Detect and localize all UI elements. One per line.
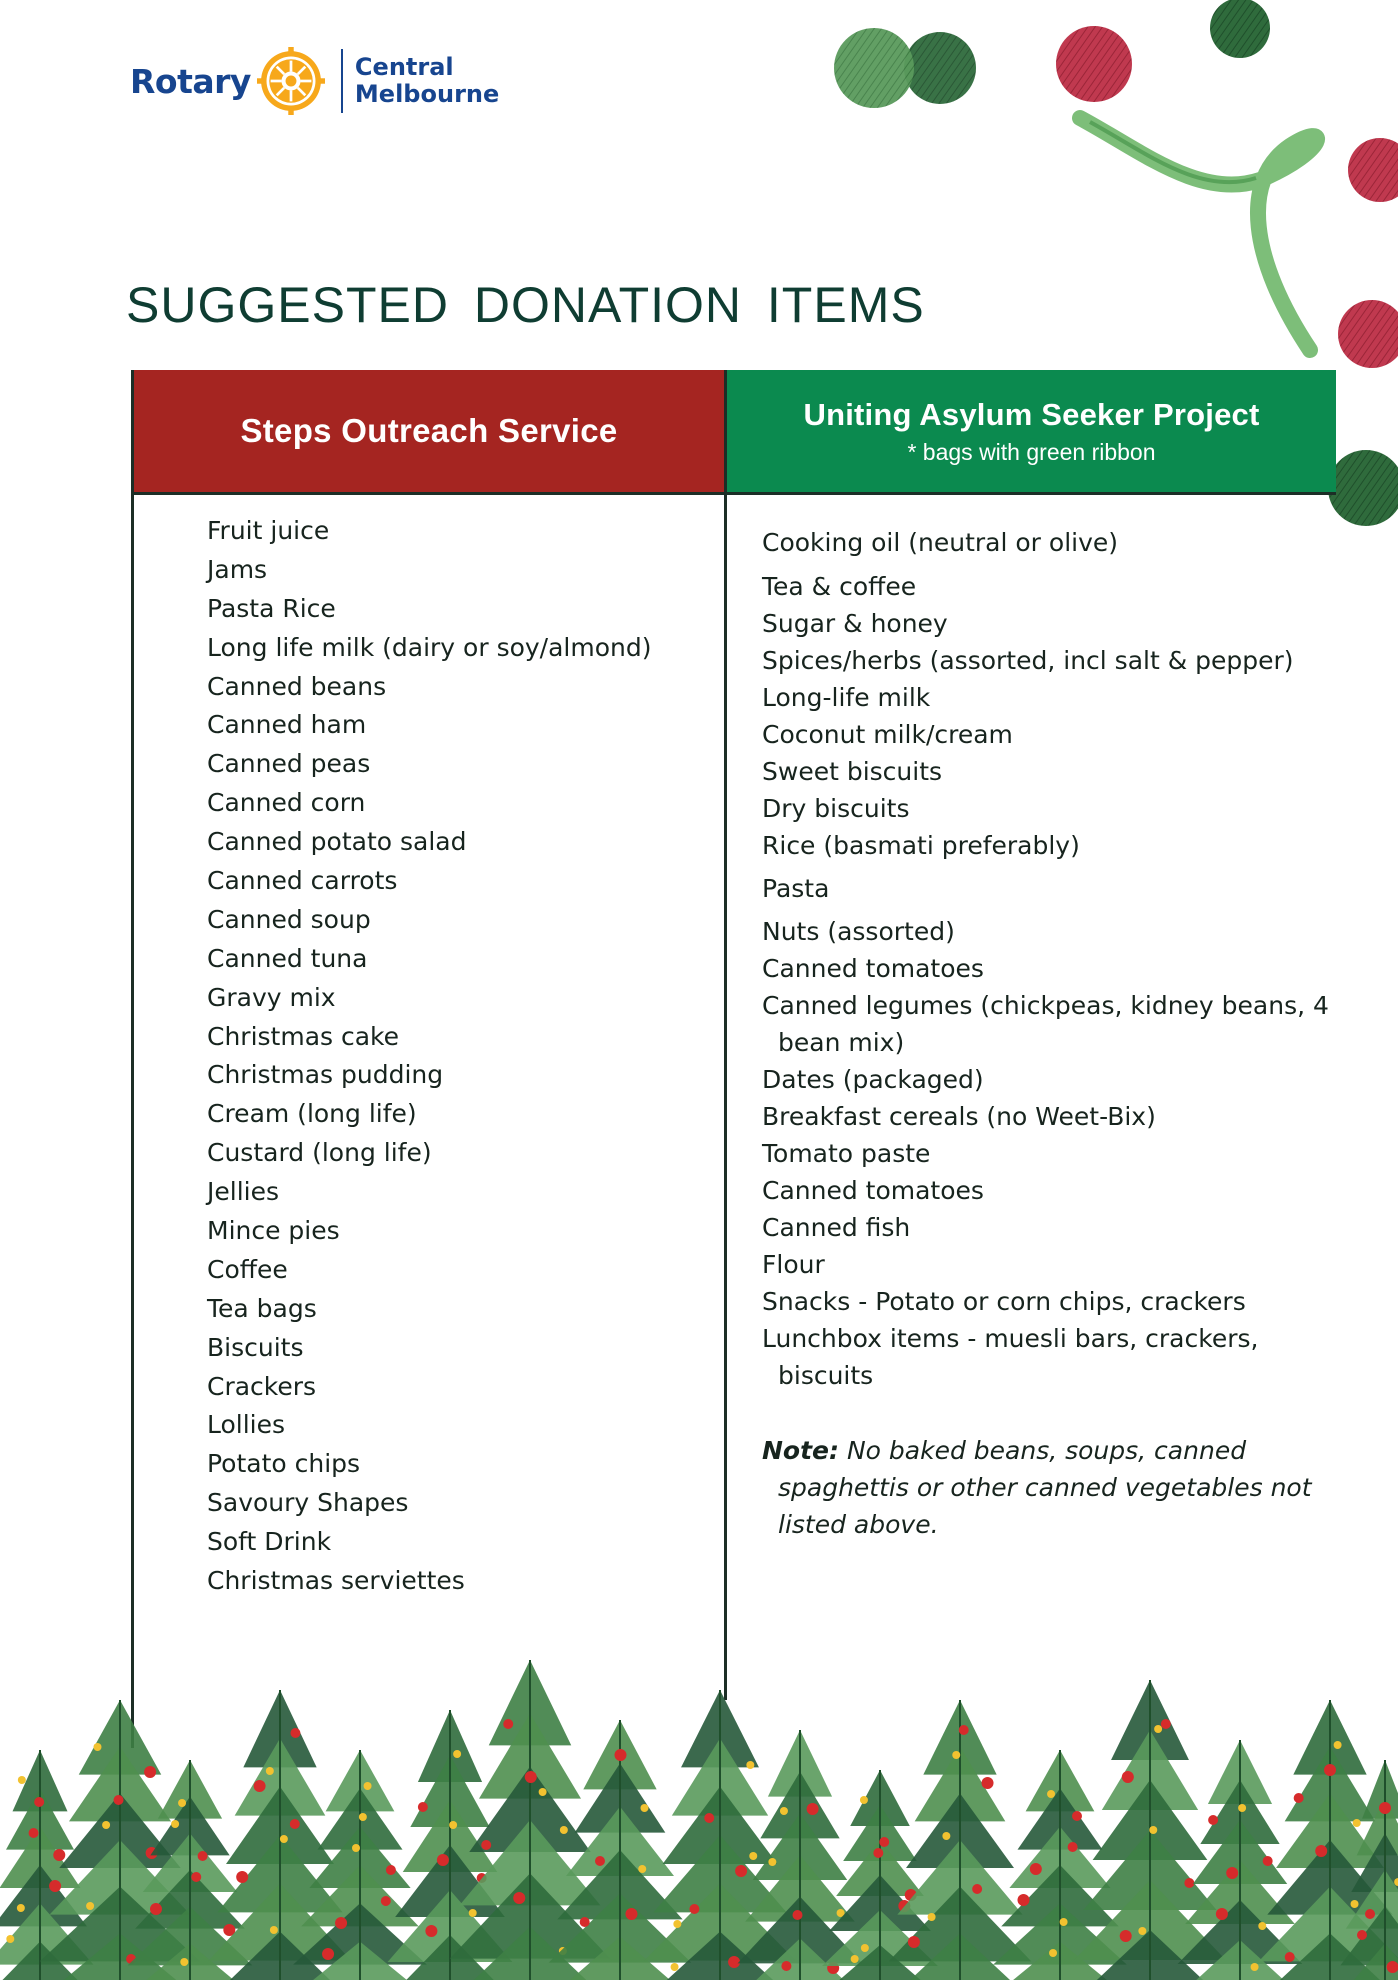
logo-line-melbourne: Melbourne bbox=[354, 80, 500, 108]
uasp-heading: Uniting Asylum Seeker Project bbox=[803, 396, 1260, 432]
list-item: Potato chips bbox=[207, 1449, 361, 1479]
rotary-logo bbox=[130, 46, 499, 116]
logo-club-name bbox=[355, 54, 499, 108]
table-column-divider bbox=[724, 370, 727, 1700]
note-text: No baked beans, soups, canned spaghettis or other canned vegetables not listed above. bbox=[778, 1436, 1312, 1539]
list-item: Breakfast cereals (no Weet-Bix) bbox=[762, 1102, 1156, 1131]
list-item: Pasta Rice bbox=[207, 593, 336, 623]
logo-wordmark: Rotary bbox=[130, 61, 251, 101]
note-label: Note: bbox=[762, 1436, 840, 1465]
list-item: Canned legumes (chickpeas, kidney beans, 4 bean mix) bbox=[762, 991, 1329, 1057]
uasp-subheading: * bags with green ribbon bbox=[907, 438, 1156, 465]
list-item: Coconut milk/cream bbox=[762, 720, 1013, 749]
list-item: Cooking oil (neutral or olive) bbox=[762, 528, 1119, 557]
list-item: Long life milk (dairy or soy/almond) bbox=[207, 632, 652, 662]
list-item: Canned corn bbox=[207, 788, 366, 818]
list-item: Crackers bbox=[207, 1371, 317, 1401]
list-item: Pasta bbox=[762, 874, 830, 903]
list-item: Christmas pudding bbox=[207, 1060, 444, 1090]
list-item: Christmas cake bbox=[207, 1021, 400, 1051]
list-item: Canned potato salad bbox=[207, 827, 467, 857]
table-left-border bbox=[131, 370, 134, 1748]
list-item: Nuts (assorted) bbox=[762, 917, 955, 946]
rotary-wheel-icon bbox=[257, 47, 325, 115]
list-item: Jams bbox=[207, 554, 268, 584]
uasp-items-list bbox=[762, 524, 1338, 1394]
list-item: Rice (basmati preferably) bbox=[762, 831, 1080, 860]
list-item: Mince pies bbox=[207, 1216, 340, 1246]
list-item: Sugar & honey bbox=[762, 609, 948, 638]
list-item: Lunchbox items - muesli bars, crackers, biscuits bbox=[762, 1324, 1259, 1390]
list-item: Tomato paste bbox=[762, 1139, 931, 1168]
list-item: Canned soup bbox=[207, 904, 371, 934]
page-title: SUGGESTED DONATION ITEMS bbox=[126, 277, 925, 333]
list-item: Soft Drink bbox=[207, 1527, 332, 1557]
list-item: Canned peas bbox=[207, 749, 371, 779]
list-item: Custard (long life) bbox=[207, 1138, 432, 1168]
list-item: Biscuits bbox=[207, 1332, 304, 1362]
christmas-trees-border bbox=[0, 1640, 1398, 1980]
list-item: Tea bags bbox=[207, 1293, 317, 1323]
list-item: Dates (packaged) bbox=[762, 1065, 984, 1094]
list-item: Long-life milk bbox=[762, 683, 931, 712]
list-item: Canned tomatoes bbox=[762, 1176, 984, 1205]
list-item: Lollies bbox=[207, 1410, 286, 1440]
list-item: Savoury Shapes bbox=[207, 1488, 409, 1518]
list-item: Canned tuna bbox=[207, 943, 368, 973]
uasp-note bbox=[762, 1432, 1338, 1543]
list-item: Gravy mix bbox=[207, 982, 336, 1012]
list-item: Dry biscuits bbox=[762, 794, 910, 823]
table-header-rule bbox=[131, 492, 1336, 495]
list-item: Sweet biscuits bbox=[762, 757, 943, 786]
list-item: Tea & coffee bbox=[762, 572, 917, 601]
steps-items-list bbox=[207, 512, 651, 1601]
logo-line-central: Central bbox=[354, 53, 454, 81]
list-item: Fruit juice bbox=[207, 516, 330, 545]
list-item: Canned ham bbox=[207, 710, 367, 740]
list-item: Canned carrots bbox=[207, 866, 398, 896]
list-item: Flour bbox=[762, 1250, 825, 1279]
steps-outreach-heading: Steps Outreach Service bbox=[240, 412, 618, 449]
list-item: Canned fish bbox=[762, 1213, 911, 1242]
uasp-header bbox=[727, 370, 1336, 492]
list-item: Coffee bbox=[207, 1254, 288, 1284]
list-item: Cream (long life) bbox=[207, 1099, 417, 1129]
list-item: Snacks - Potato or corn chips, crackers bbox=[762, 1287, 1246, 1316]
steps-outreach-header bbox=[134, 370, 724, 492]
logo-divider bbox=[341, 49, 343, 113]
list-item: Jellies bbox=[207, 1177, 279, 1207]
list-item: Canned beans bbox=[207, 671, 387, 701]
list-item: Christmas serviettes bbox=[207, 1566, 465, 1596]
list-item: Canned tomatoes bbox=[762, 954, 984, 983]
list-item: Spices/herbs (assorted, incl salt & pepper) bbox=[762, 646, 1294, 675]
